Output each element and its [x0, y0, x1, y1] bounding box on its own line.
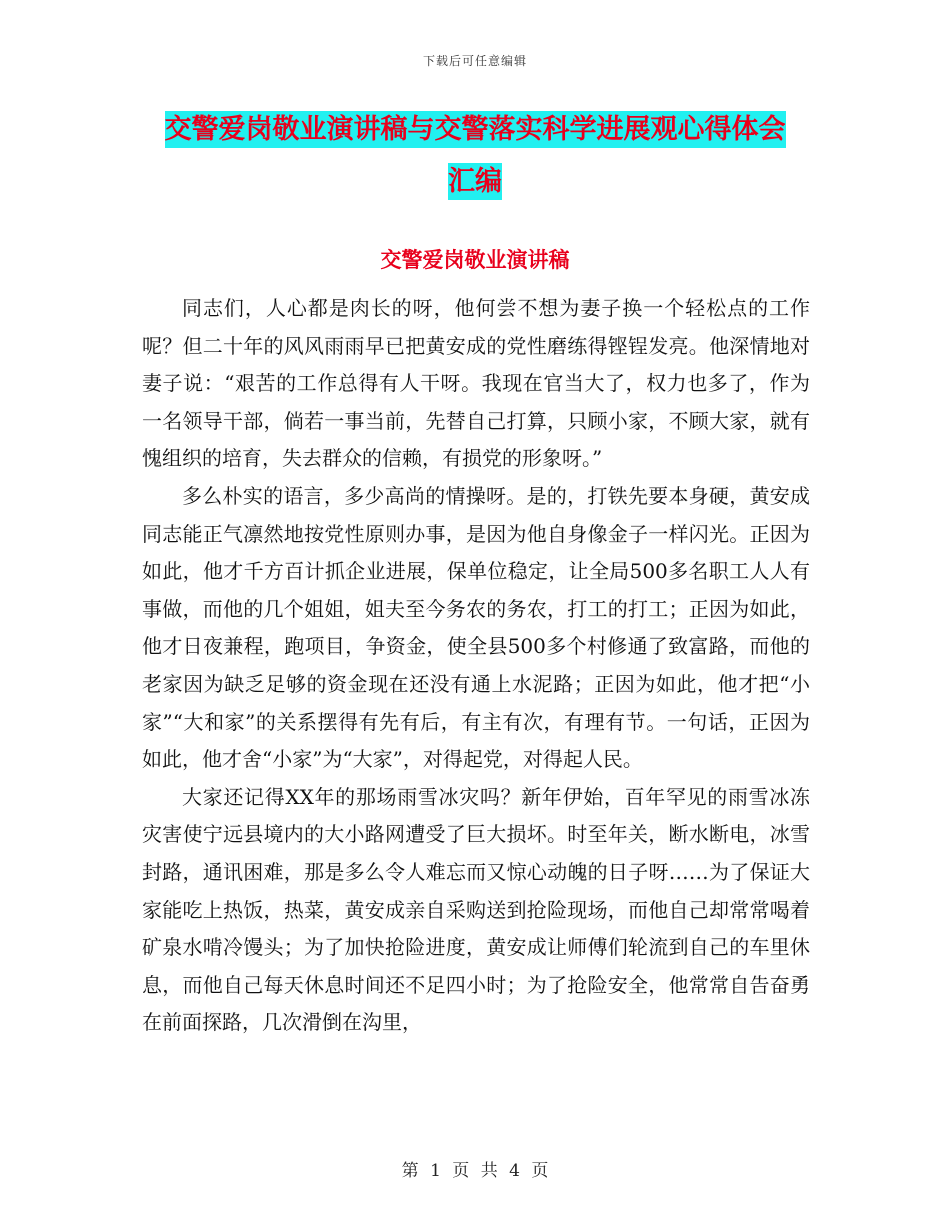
body-text	[142, 290, 810, 1042]
page-footer: 第 1 页 共 4 页	[401, 1161, 549, 1181]
document-title-line-2: 汇编	[448, 163, 502, 200]
paragraph-1: 同志们，人心都是肉长的呀，他何尝不想为妻子换一个轻松点的工作呢？但二十年的风风雨雨早已把黄安成的党性磨练得铿锃发亮。他深情地对妻子说：“艰苦的工作总得有人干呀。我现在官当大了，权力也多了，作为一名领导干部，倘若一事当前，先替自己打算，只顾小家，不顾大家，就有愧组织的培育，失去群众的信赖，有损党的形象呀。”	[142, 296, 810, 471]
document-title	[120, 104, 830, 208]
paragraph-2: 多么朴实的语言，多少高尚的情操呀。是的，打铁先要本身硬，黄安成同志能正气凛然地按党性原则办事，是因为他自身像金子一样闪光。正因为如此，他才千方百计抓企业进展，保单位稳定，让全局500多名职工人人有事做，而他的几个姐姐，姐夫至今务农的务农，打工的打工；正因为如此，他才日夜兼程，跑项目，争资金，使全县500多个村修通了致富路，而他的老家因为缺乏足够的资金现在还没有通上水泥路；正因为如此，他才把“小家”“大和家”的关系摆得有先有后，有主有次，有理有节。一句话，正因为如此，他才舍“小家”为“大家”，对得起党，对得起人民。	[142, 483, 810, 772]
document-title-line-1: 交警爱岗敬业演讲稿与交警落实科学进展观心得体会	[165, 111, 786, 148]
header-note: 下载后可任意编辑	[422, 54, 527, 68]
section-heading: 交警爱岗敬业演讲稿	[380, 248, 570, 272]
paragraph-3: 大家还记得XX年的那场雨雪冰灾吗？新年伊始，百年罕见的雨雪冰冻灾害使宁远县境内的大小路网遭受了巨大损坏。时至年关，断水断电，冰雪封路，通讯困难，那是多么令人难忘而又惊心动魄的日子呀……为了保证大家能吃上热饭，热菜，黄安成亲自采购送到抢险现场，而他自己却常常喝着矿泉水啃冷馒头；为了加快抢险进度，黄安成让师傅们轮流到自己的车里休息，而他自己每天休息时间还不足四小时；为了抢险安全，他常常自告奋勇在前面探路，几次滑倒在沟里，	[142, 784, 810, 1035]
